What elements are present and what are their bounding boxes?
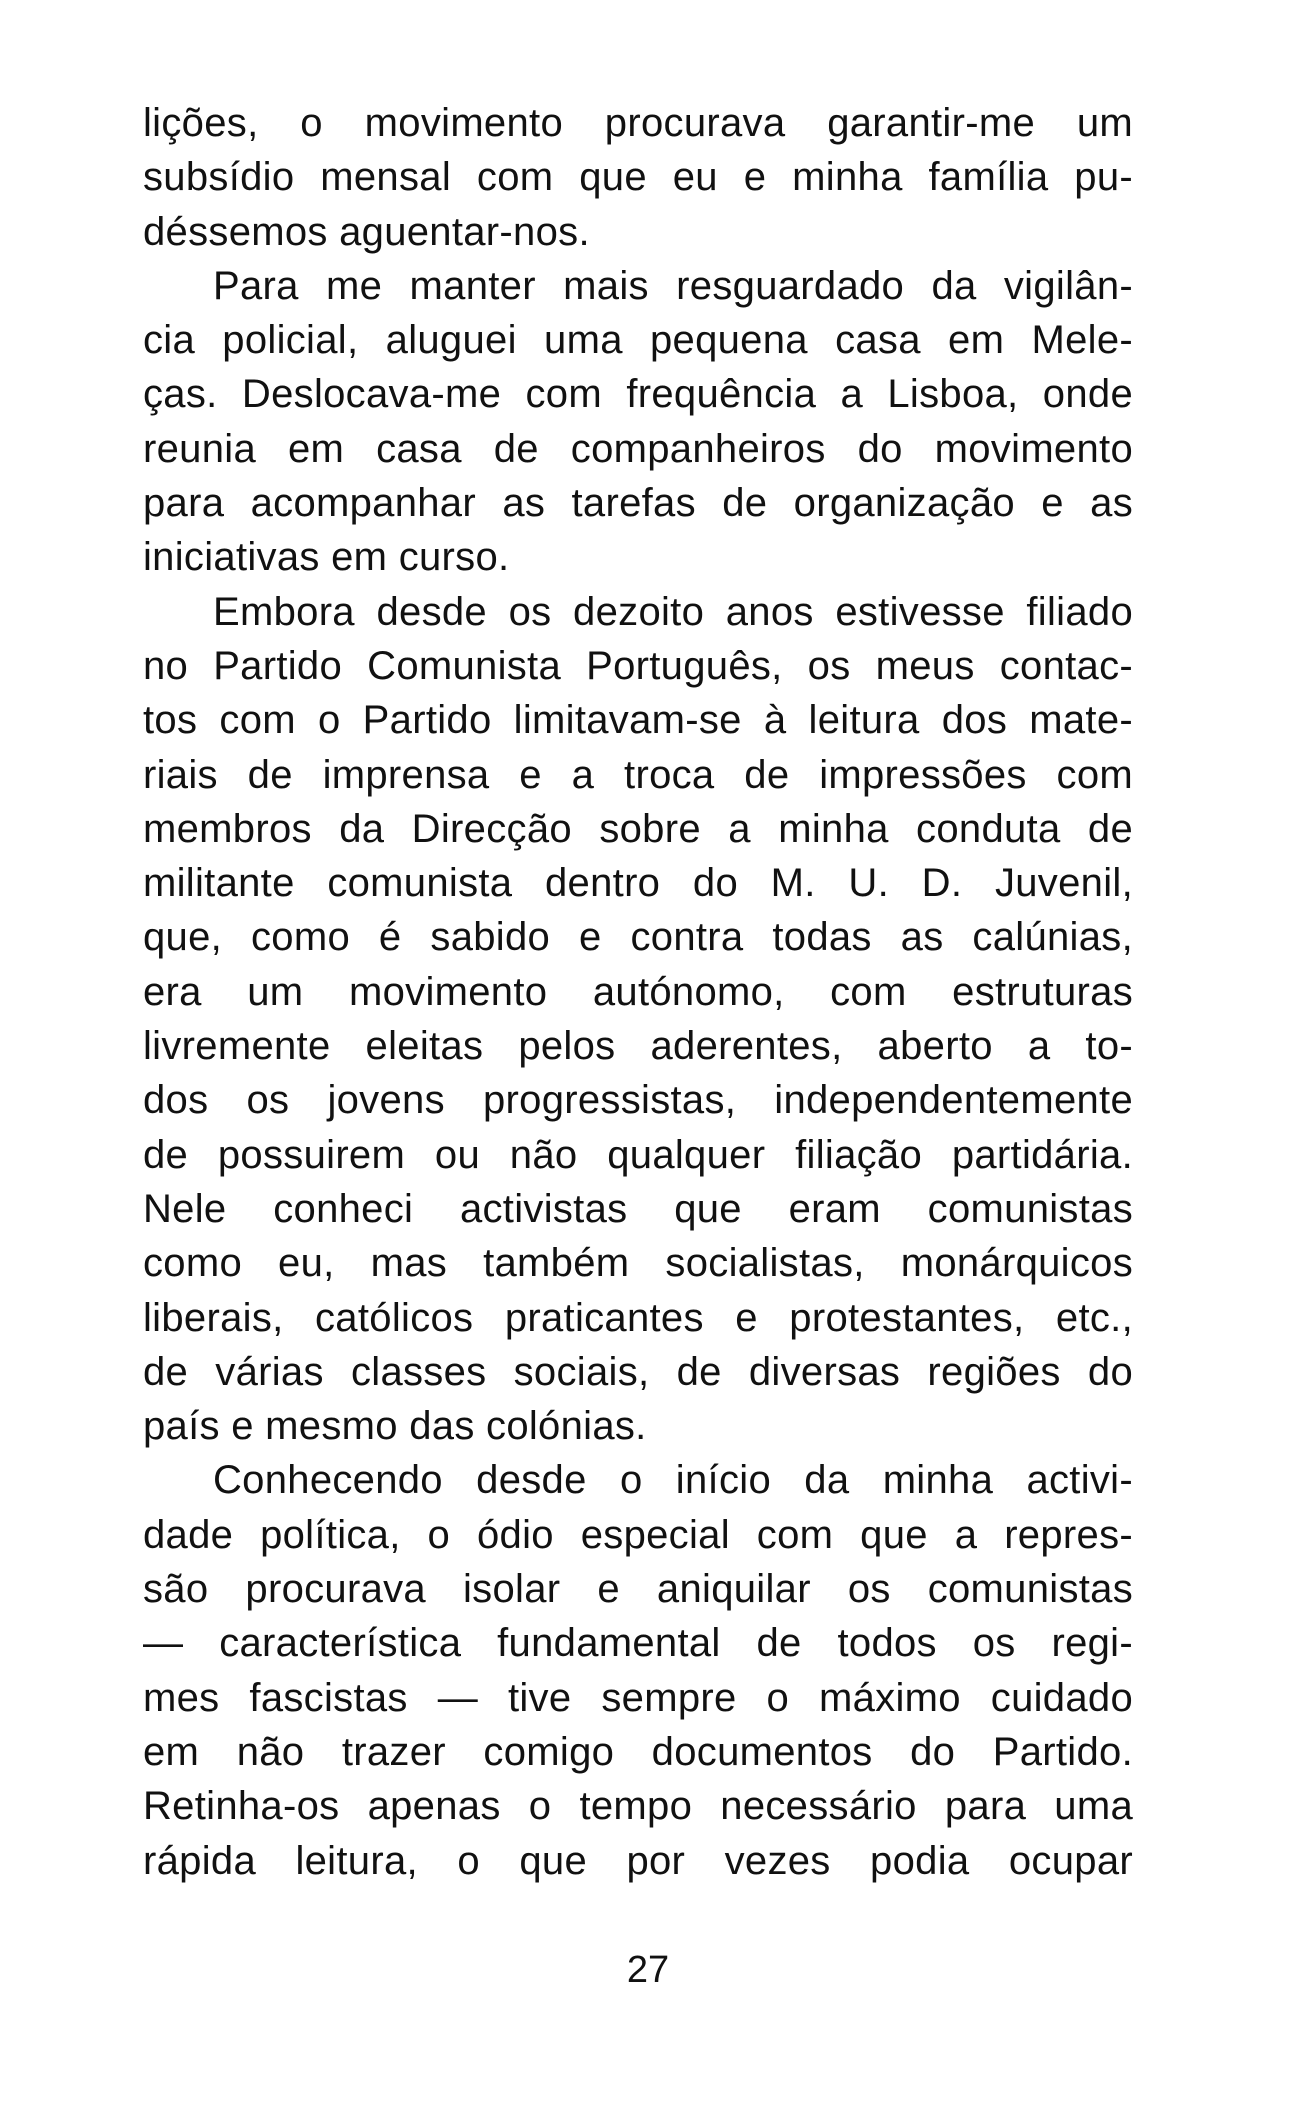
text-line: subsídio mensal com que eu e minha família pu-	[143, 155, 1133, 200]
text-line: dade política, o ódio especial com que a repres-	[143, 1512, 1133, 1557]
text-line: mes fascistas — tive sempre o máximo cuidado	[143, 1675, 1133, 1720]
text-line: no Partido Comunista Português, os meus contac-	[143, 643, 1133, 688]
text-line: para acompanhar as tarefas de organização e as	[143, 481, 1133, 526]
text-line: livremente eleitas pelos aderentes, aberto a to-	[143, 1024, 1133, 1069]
text-line: Para me manter mais resguardado da vigilân-	[213, 263, 1133, 308]
text-line: liberais, católicos praticantes e protestantes, etc.,	[143, 1295, 1133, 1340]
text-line: que, como é sabido e contra todas as calúnias,	[143, 915, 1133, 960]
text-line: déssemos aguentar-nos.	[143, 209, 590, 254]
text-line: riais de imprensa e a troca de impressões com	[143, 752, 1133, 797]
text-line: em não trazer comigo documentos do Partido.	[143, 1729, 1133, 1774]
text-line: de possuirem ou não qualquer filiação partidária.	[143, 1132, 1133, 1177]
text-line: são procurava isolar e aniquilar os comunistas	[143, 1567, 1133, 1612]
text-line: militante comunista dentro do M. U. D. Juvenil,	[143, 861, 1133, 906]
text-line: lições, o movimento procurava garantir-me um	[143, 101, 1133, 145]
text-line: dos os jovens progressistas, independentemente	[143, 1078, 1133, 1123]
text-line: Nele conheci activistas que eram comunistas	[143, 1186, 1133, 1231]
body-text	[143, 96, 1133, 1888]
page-number: 27	[626, 1949, 670, 1991]
text-line: cia policial, aluguei uma pequena casa em Mele-	[143, 318, 1133, 363]
text-line: iniciativas em curso.	[143, 535, 510, 580]
text-line: como eu, mas também socialistas, monárquicos	[143, 1241, 1133, 1286]
text-line: país e mesmo das colónias.	[143, 1404, 647, 1449]
text-line: membros da Direcção sobre a minha conduta de	[143, 806, 1133, 851]
text-line: Embora desde os dezoito anos estivesse filiado	[213, 589, 1133, 634]
text-line: reunia em casa de companheiros do movimento	[143, 426, 1133, 471]
text-line: rápida leitura, o que por vezes podia ocupar	[143, 1838, 1133, 1883]
text-line: de várias classes sociais, de diversas regiões do	[143, 1349, 1133, 1394]
text-line: — característica fundamental de todos os regi-	[143, 1621, 1133, 1666]
text-line: Retinha-os apenas o tempo necessário para uma	[143, 1784, 1133, 1829]
text-line: ças. Deslocava-me com frequência a Lisboa, onde	[143, 372, 1133, 417]
text-line: tos com o Partido limitavam-se à leitura dos mate-	[143, 698, 1133, 743]
text-line: era um movimento autónomo, com estruturas	[143, 969, 1133, 1014]
text-line: Conhecendo desde o início da minha activi-	[213, 1458, 1133, 1503]
